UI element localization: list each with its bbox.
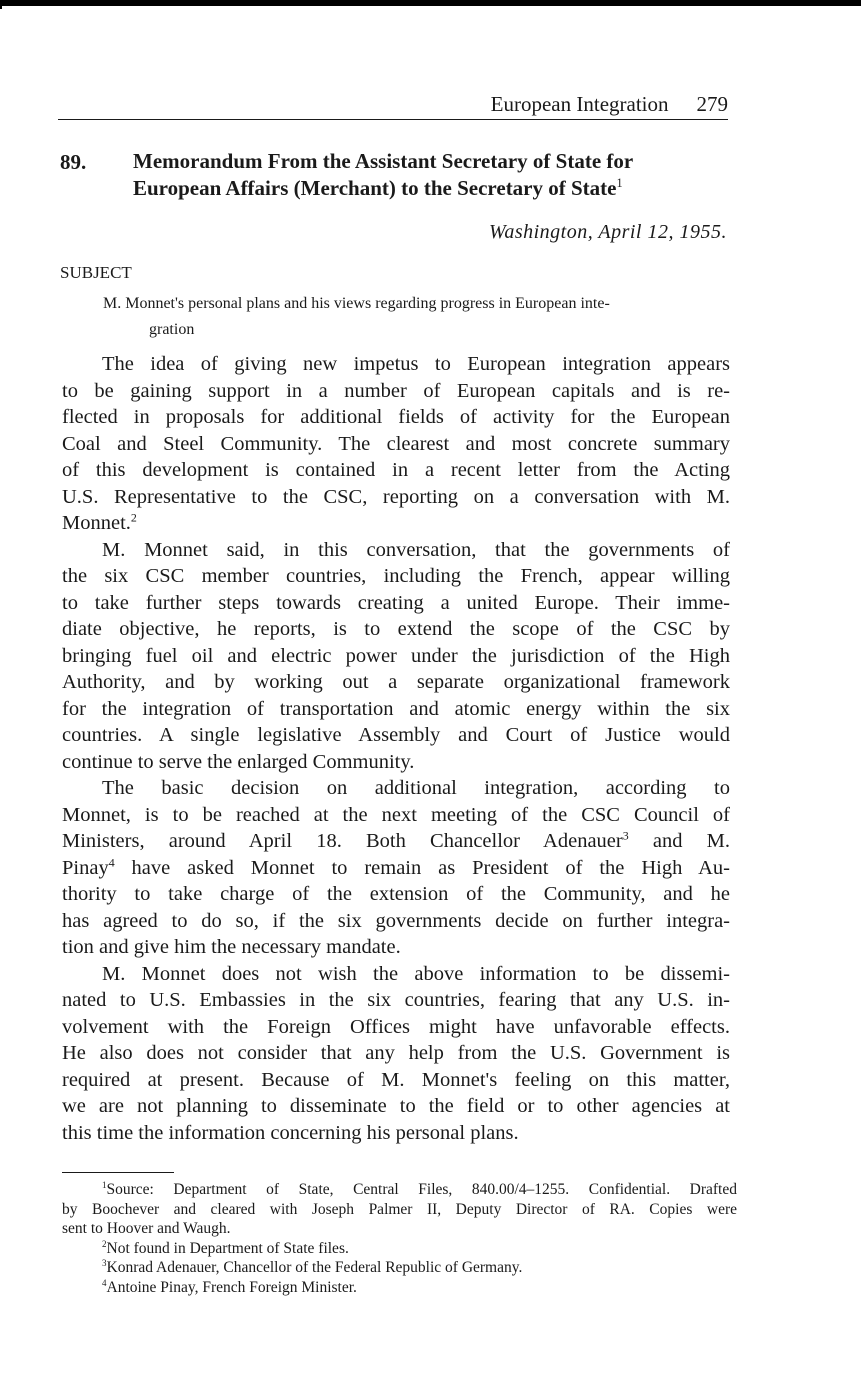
footnote-mark: 2 <box>102 1238 107 1249</box>
text-line: for the integration of transportation and atomic energy within the six <box>62 697 730 720</box>
subject-label: SUBJECT <box>60 263 132 282</box>
text-line: tion and give him the necessary mandate. <box>62 936 401 958</box>
text-line: Ministers, around April 18. Both Chancellor Adenauer$^3$ and M. <box>62 828 730 852</box>
text-line: Authority, and by working out a separate organizational framework <box>62 671 730 693</box>
text-line: has agreed to do so, if the six governments decide on further integra- <box>62 909 730 932</box>
text-line: The basic decision on additional integration, according to <box>102 777 730 799</box>
document-number: 89. <box>60 150 87 174</box>
document-title-line-1: Memorandum From the Assistant Secretary of State for <box>133 149 634 173</box>
subject-line-1: M. Monnet's personal plans and his views regarding progress in European inte- <box>103 295 610 312</box>
footnote-ref-3: 3 <box>622 828 629 843</box>
paragraph-3 <box>62 775 730 961</box>
footnote-mark: 3 <box>102 1258 107 1269</box>
text-line: M. Monnet said, in this conversation, that the governments of <box>102 538 730 561</box>
footnote-1 <box>62 1180 737 1239</box>
document-title-line-2: European Affairs (Merchant) to the Secretary of State$^1$ <box>133 176 623 200</box>
text-line: to be gaining support in a number of European capitals and is re- <box>62 379 730 402</box>
running-head <box>58 90 728 120</box>
footnote-line: sent to Hoover and Waugh. <box>62 1220 231 1237</box>
footnote-3: $^3$Konrad Adenauer, Chancellor of the Federal Republic of Germany. <box>102 1258 523 1276</box>
footnote-line: $^1$Source: Department of State, Central Files, 840.00/4–1255. Confidential. Drafted <box>102 1180 737 1198</box>
text-line: Monnet.$^2$ <box>62 510 137 534</box>
text-line: the six CSC member countries, including the French, appear willing <box>62 565 730 587</box>
dateline: Washington, April 12, 1955. <box>489 221 727 243</box>
text-line: diate objective, he reports, is to extend the scope of the CSC by <box>62 618 730 640</box>
text-line: thority to take charge of the extension of the Community, and he <box>62 883 730 905</box>
text-line: to take further steps towards creating a united Europe. Their imme- <box>62 591 730 614</box>
text-line: of this development is contained in a recent letter from the Acting <box>62 459 730 481</box>
text-line: Monnet, is to be reached at the next meeting of the CSC Council of <box>62 803 730 826</box>
text-line: Coal and Steel Community. The clearest and most concrete summary <box>62 432 730 455</box>
text-line: The idea of giving new impetus to European integration appears <box>102 353 730 375</box>
page-top-notch <box>0 0 2 9</box>
footnote-2: $^2$Not found in Department of State files. <box>102 1238 349 1257</box>
text-line: we are not planning to disseminate to the field or to other agencies at <box>62 1095 730 1117</box>
paragraph-1 <box>62 351 730 537</box>
text-line: continue to serve the enlarged Community. <box>62 750 415 773</box>
text-line: U.S. Representative to the CSC, reporting on a conversation with M. <box>62 485 730 508</box>
footnote-ref-2: 2 <box>130 510 137 525</box>
text-line: nated to U.S. Embassies in the six countries, fearing that any U.S. in- <box>62 989 730 1011</box>
text-line: countries. A single legislative Assembly and Court of Justice would <box>62 724 730 746</box>
paragraph-2 <box>62 537 730 776</box>
paragraph-4 <box>62 961 730 1147</box>
footnote-ref-4: 4 <box>108 854 115 869</box>
text-line: He also does not consider that any help from the U.S. Government is <box>62 1042 730 1064</box>
running-head-section: European Integration <box>490 92 669 116</box>
footnote-line: by Boochever and cleared with Joseph Palmer II, Deputy Director of RA. Copies were <box>62 1200 737 1218</box>
page-number: 279 <box>696 92 728 116</box>
text-line: this time the information concerning his personal plans. <box>62 1121 519 1144</box>
memo-body <box>62 351 730 1146</box>
document-title <box>133 148 733 202</box>
page-top-edge <box>0 0 861 6</box>
subject-line-2: gration <box>149 321 195 338</box>
text-line: flected in proposals for additional fields of activity for the European <box>62 406 730 428</box>
text-line: Pinay$^4$ have asked Monnet to remain as President of the High Au- <box>62 854 730 879</box>
text-line: M. Monnet does not wish the above information to be dissemi- <box>102 962 730 985</box>
footnote-divider <box>62 1172 174 1173</box>
text-line: volvement with the Foreign Offices might have unfavorable effects. <box>62 1015 730 1038</box>
subject-text <box>103 291 728 343</box>
footnote-4: $^4$Antoine Pinay, French Foreign Minister. <box>102 1277 357 1296</box>
footnote-mark: 1 <box>102 1180 107 1191</box>
footnotes <box>62 1180 737 1297</box>
title-footnote-ref: 1 <box>616 176 623 191</box>
text-line: required at present. Because of M. Monnet's feeling on this matter, <box>62 1068 730 1091</box>
footnote-mark: 4 <box>102 1277 107 1288</box>
text-line: bringing fuel oil and electric power under the jurisdiction of the High <box>62 644 730 667</box>
